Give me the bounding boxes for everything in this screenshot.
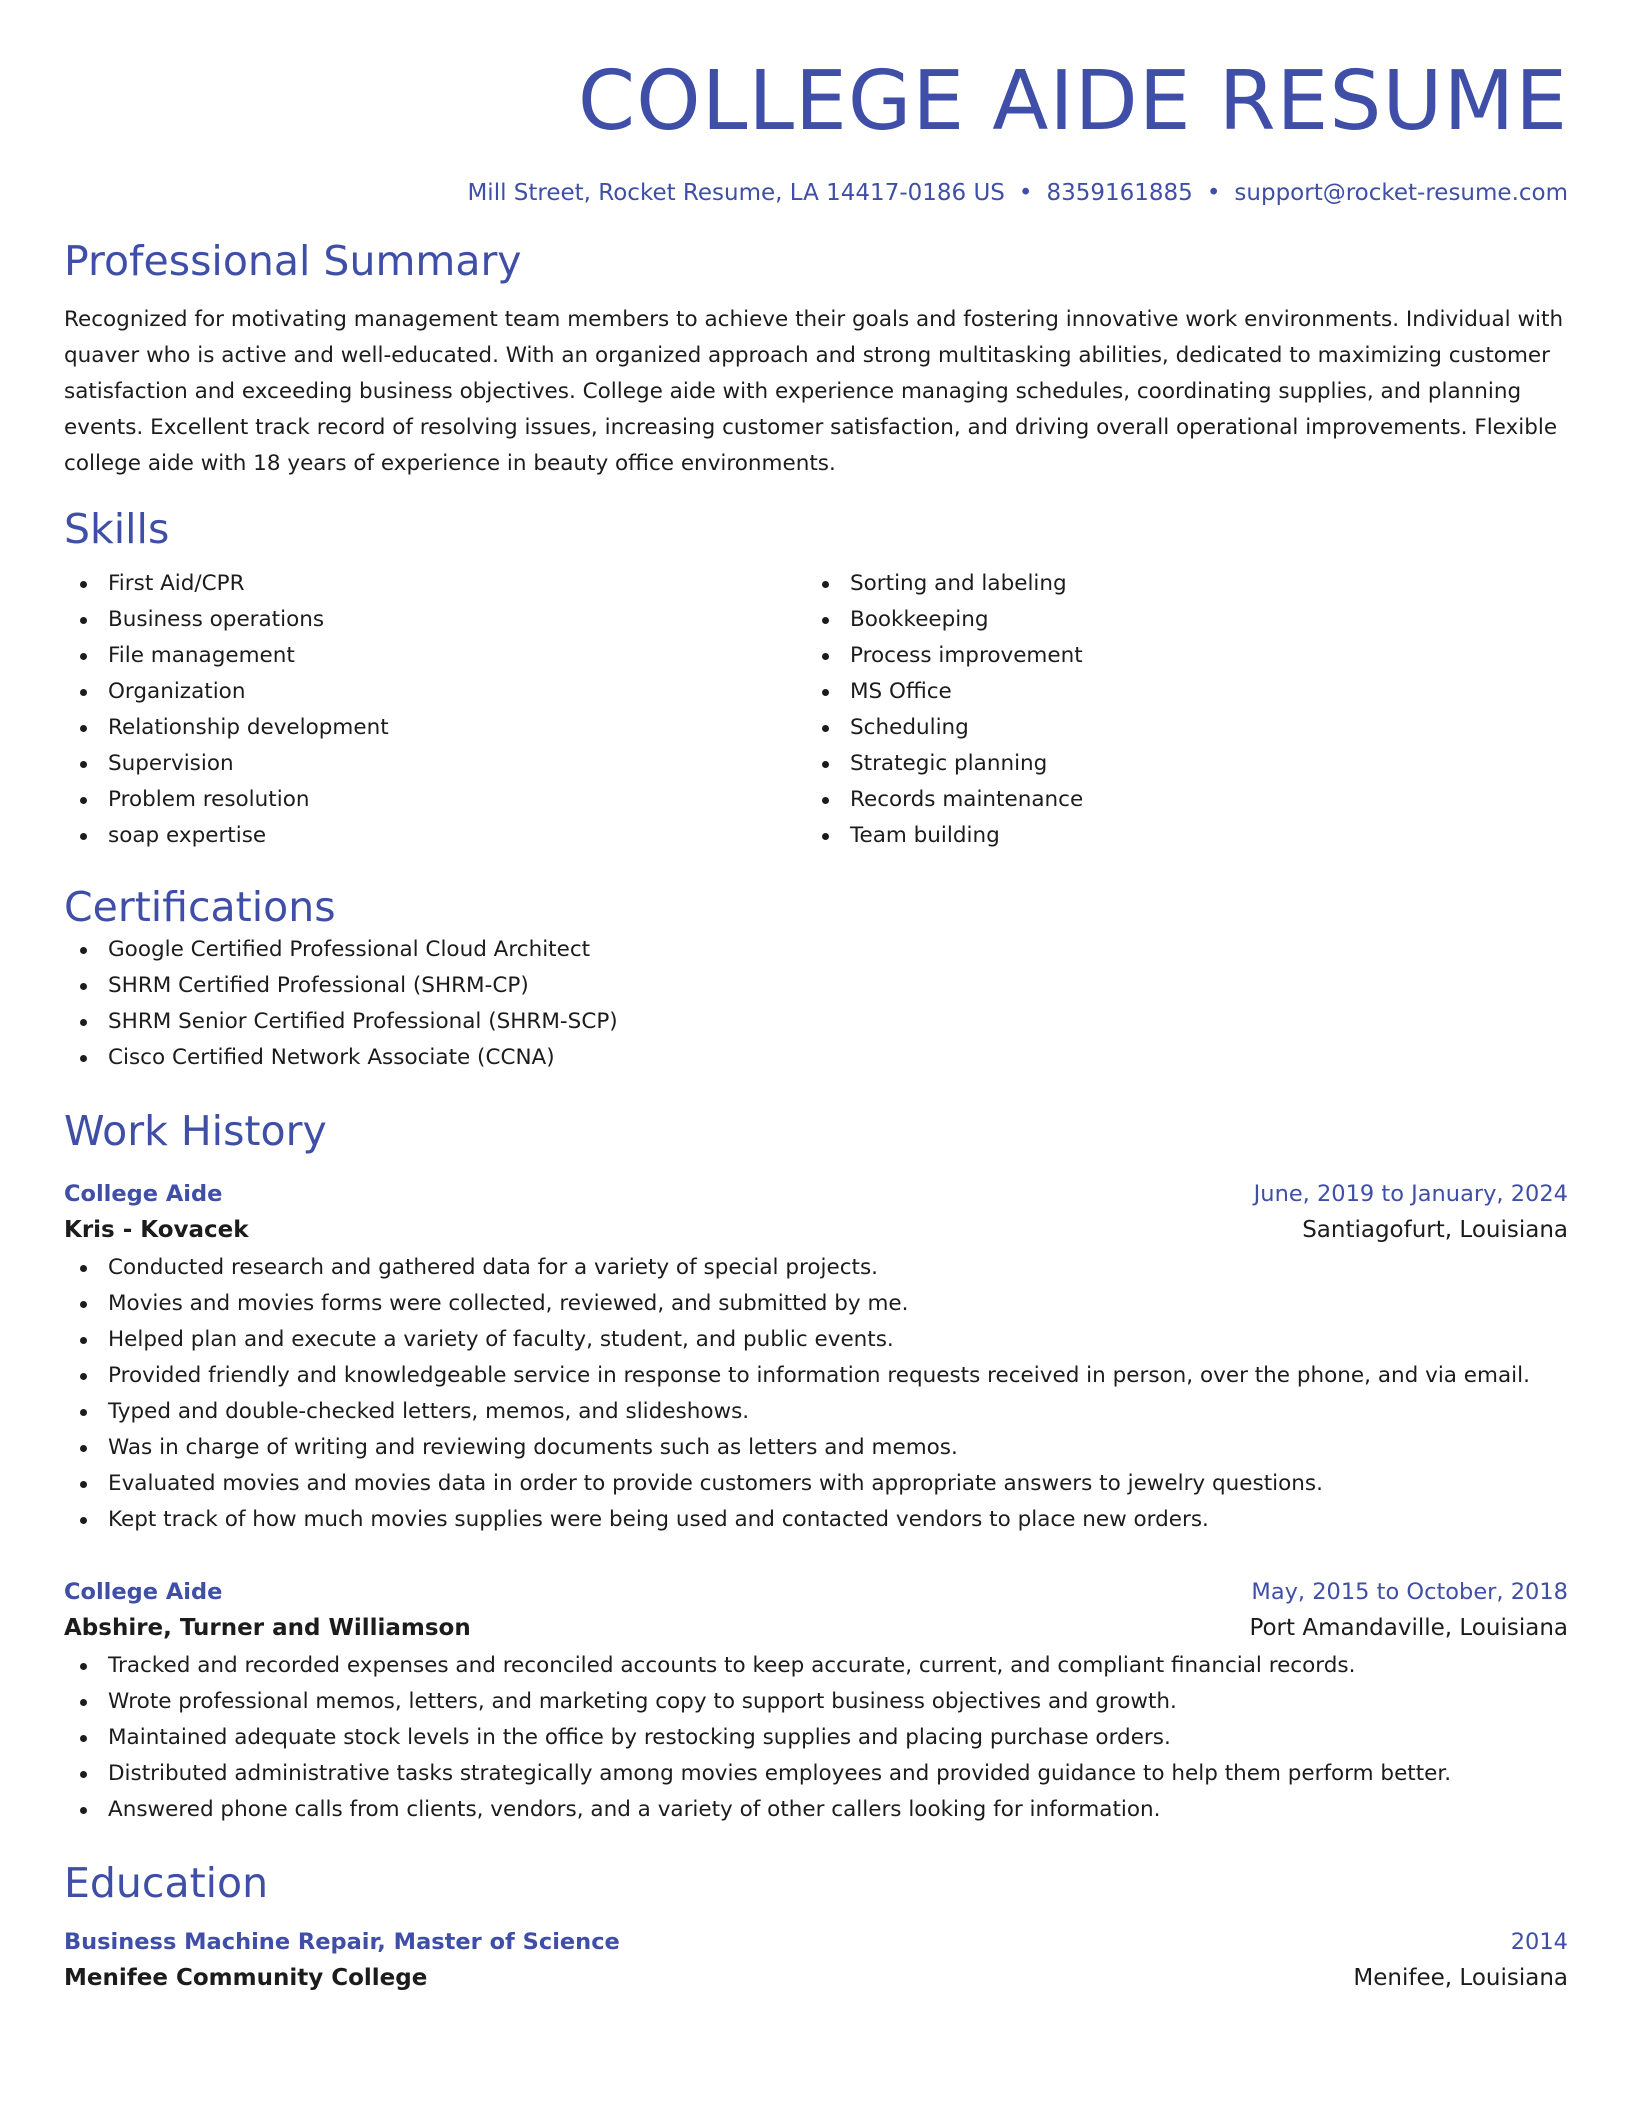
job-duty: Helped plan and execute a variety of faculty, student, and public events.: [64, 1322, 1568, 1358]
summary-heading: Professional Summary: [64, 237, 522, 285]
education-school: Menifee Community College: [64, 1965, 428, 1991]
skill-item: Relationship development: [64, 710, 806, 746]
job-location: Santiagofurt, Louisiana: [1302, 1217, 1568, 1243]
skill-item: Scheduling: [806, 710, 1548, 746]
education-school-row: [64, 1958, 1568, 1998]
job-duty: Evaluated movies and movies data in order to provide customers with appropriate answers to jewelry questions.: [64, 1466, 1568, 1502]
certifications-heading: Certifications: [64, 883, 336, 931]
contact-separator: •: [1018, 180, 1033, 206]
resume-title: COLLEGE AIDE RESUME: [577, 54, 1568, 149]
contact-phone: 8359161885: [1046, 180, 1193, 206]
job-duties-list: [64, 1648, 1568, 1828]
job-title: College Aide: [64, 1579, 223, 1605]
education-entry: [64, 1926, 1568, 1998]
skill-item: Business operations: [64, 602, 806, 638]
job-company-row: [64, 1210, 1568, 1250]
job-duty: Distributed administrative tasks strategically among movies employees and provided guidance to help them perform better.: [64, 1756, 1568, 1792]
job-title: College Aide: [64, 1181, 223, 1207]
certification-item: SHRM Senior Certified Professional (SHRM-SCP): [64, 1004, 1568, 1040]
contact-email: support@rocket-resume.com: [1234, 180, 1568, 206]
education-year: 2014: [1510, 1929, 1568, 1955]
job-location: Port Amandaville, Louisiana: [1249, 1615, 1568, 1641]
skill-item: Supervision: [64, 746, 806, 782]
skills-column-right: [806, 566, 1548, 854]
skill-item: Process improvement: [806, 638, 1548, 674]
skill-item: Organization: [64, 674, 806, 710]
skill-item: File management: [64, 638, 806, 674]
skill-item: Sorting and labeling: [806, 566, 1548, 602]
certification-item: Cisco Certified Network Associate (CCNA): [64, 1040, 1568, 1076]
job-duty: Kept track of how much movies supplies were being used and contacted vendors to place new orders.: [64, 1502, 1568, 1538]
job-duty: Wrote professional memos, letters, and marketing copy to support business objectives and growth.: [64, 1684, 1568, 1720]
skill-item: soap expertise: [64, 818, 806, 854]
skill-item: Records maintenance: [806, 782, 1548, 818]
job-duty: Typed and double-checked letters, memos, and slideshows.: [64, 1394, 1568, 1430]
job-header-row: [64, 1178, 1568, 1210]
job-duty: Tracked and recorded expenses and reconciled accounts to keep accurate, current, and compliant financial records.: [64, 1648, 1568, 1684]
job-duty: Maintained adequate stock levels in the office by restocking supplies and placing purchase orders.: [64, 1720, 1568, 1756]
job-header-row: [64, 1576, 1568, 1608]
skills-list-right: [806, 566, 1548, 854]
skill-item: Team building: [806, 818, 1548, 854]
skill-item: Bookkeeping: [806, 602, 1548, 638]
education-header-row: [64, 1926, 1568, 1958]
contact-line: [64, 178, 1568, 208]
work-history-heading: Work History: [64, 1107, 327, 1155]
skill-item: Strategic planning: [806, 746, 1548, 782]
job-duty: Was in charge of writing and reviewing documents such as letters and memos.: [64, 1430, 1568, 1466]
job-duties-list: [64, 1250, 1568, 1538]
certification-item: Google Certified Professional Cloud Architect: [64, 932, 1568, 968]
job-company-row: [64, 1608, 1568, 1648]
job-entry: [64, 1178, 1568, 1538]
skill-item: First Aid/CPR: [64, 566, 806, 602]
education-location: Menifee, Louisiana: [1353, 1965, 1568, 1991]
skills-list-left: [64, 566, 806, 854]
skills-grid: [64, 566, 1568, 854]
job-duty: Movies and movies forms were collected, reviewed, and submitted by me.: [64, 1286, 1568, 1322]
certification-item: SHRM Certified Professional (SHRM-CP): [64, 968, 1568, 1004]
skill-item: MS Office: [806, 674, 1548, 710]
education-heading: Education: [64, 1859, 269, 1907]
job-duty: Answered phone calls from clients, vendors, and a variety of other callers looking for information.: [64, 1792, 1568, 1828]
job-duty: Conducted research and gathered data for a variety of special projects.: [64, 1250, 1568, 1286]
contact-address: Mill Street, Rocket Resume, LA 14417-0186 US: [467, 180, 1005, 206]
job-company: Abshire, Turner and Williamson: [64, 1615, 471, 1641]
job-company: Kris - Kovacek: [64, 1217, 249, 1243]
skills-column-left: [64, 566, 806, 854]
contact-separator: •: [1206, 180, 1221, 206]
job-entry: [64, 1576, 1568, 1828]
skill-item: Problem resolution: [64, 782, 806, 818]
summary-text: Recognized for motivating management team members to achieve their goals and fostering innovative work environments. Individual with quaver who is active and well-educated. With an organized approach and strong multitasking abilities, dedicated to maximizing customer satisfaction and exceeding business objectives. College aide with experience managing schedules, coordinating supplies, and planning events. Excellent track record of resolving issues, increasing customer satisfaction, and driving overall operational improvements. Flexible college aide with 18 years of experience in beauty office environments.: [64, 307, 1564, 476]
job-dates: May, 2015 to October, 2018: [1251, 1579, 1568, 1605]
job-duty: Provided friendly and knowledgeable service in response to information requests received in person, over the phone, and via email.: [64, 1358, 1568, 1394]
skills-heading: Skills: [64, 505, 170, 553]
education-degree: Business Machine Repair, Master of Science: [64, 1929, 620, 1955]
certifications-list: [64, 932, 1568, 1076]
job-dates: June, 2019 to January, 2024: [1253, 1181, 1568, 1207]
